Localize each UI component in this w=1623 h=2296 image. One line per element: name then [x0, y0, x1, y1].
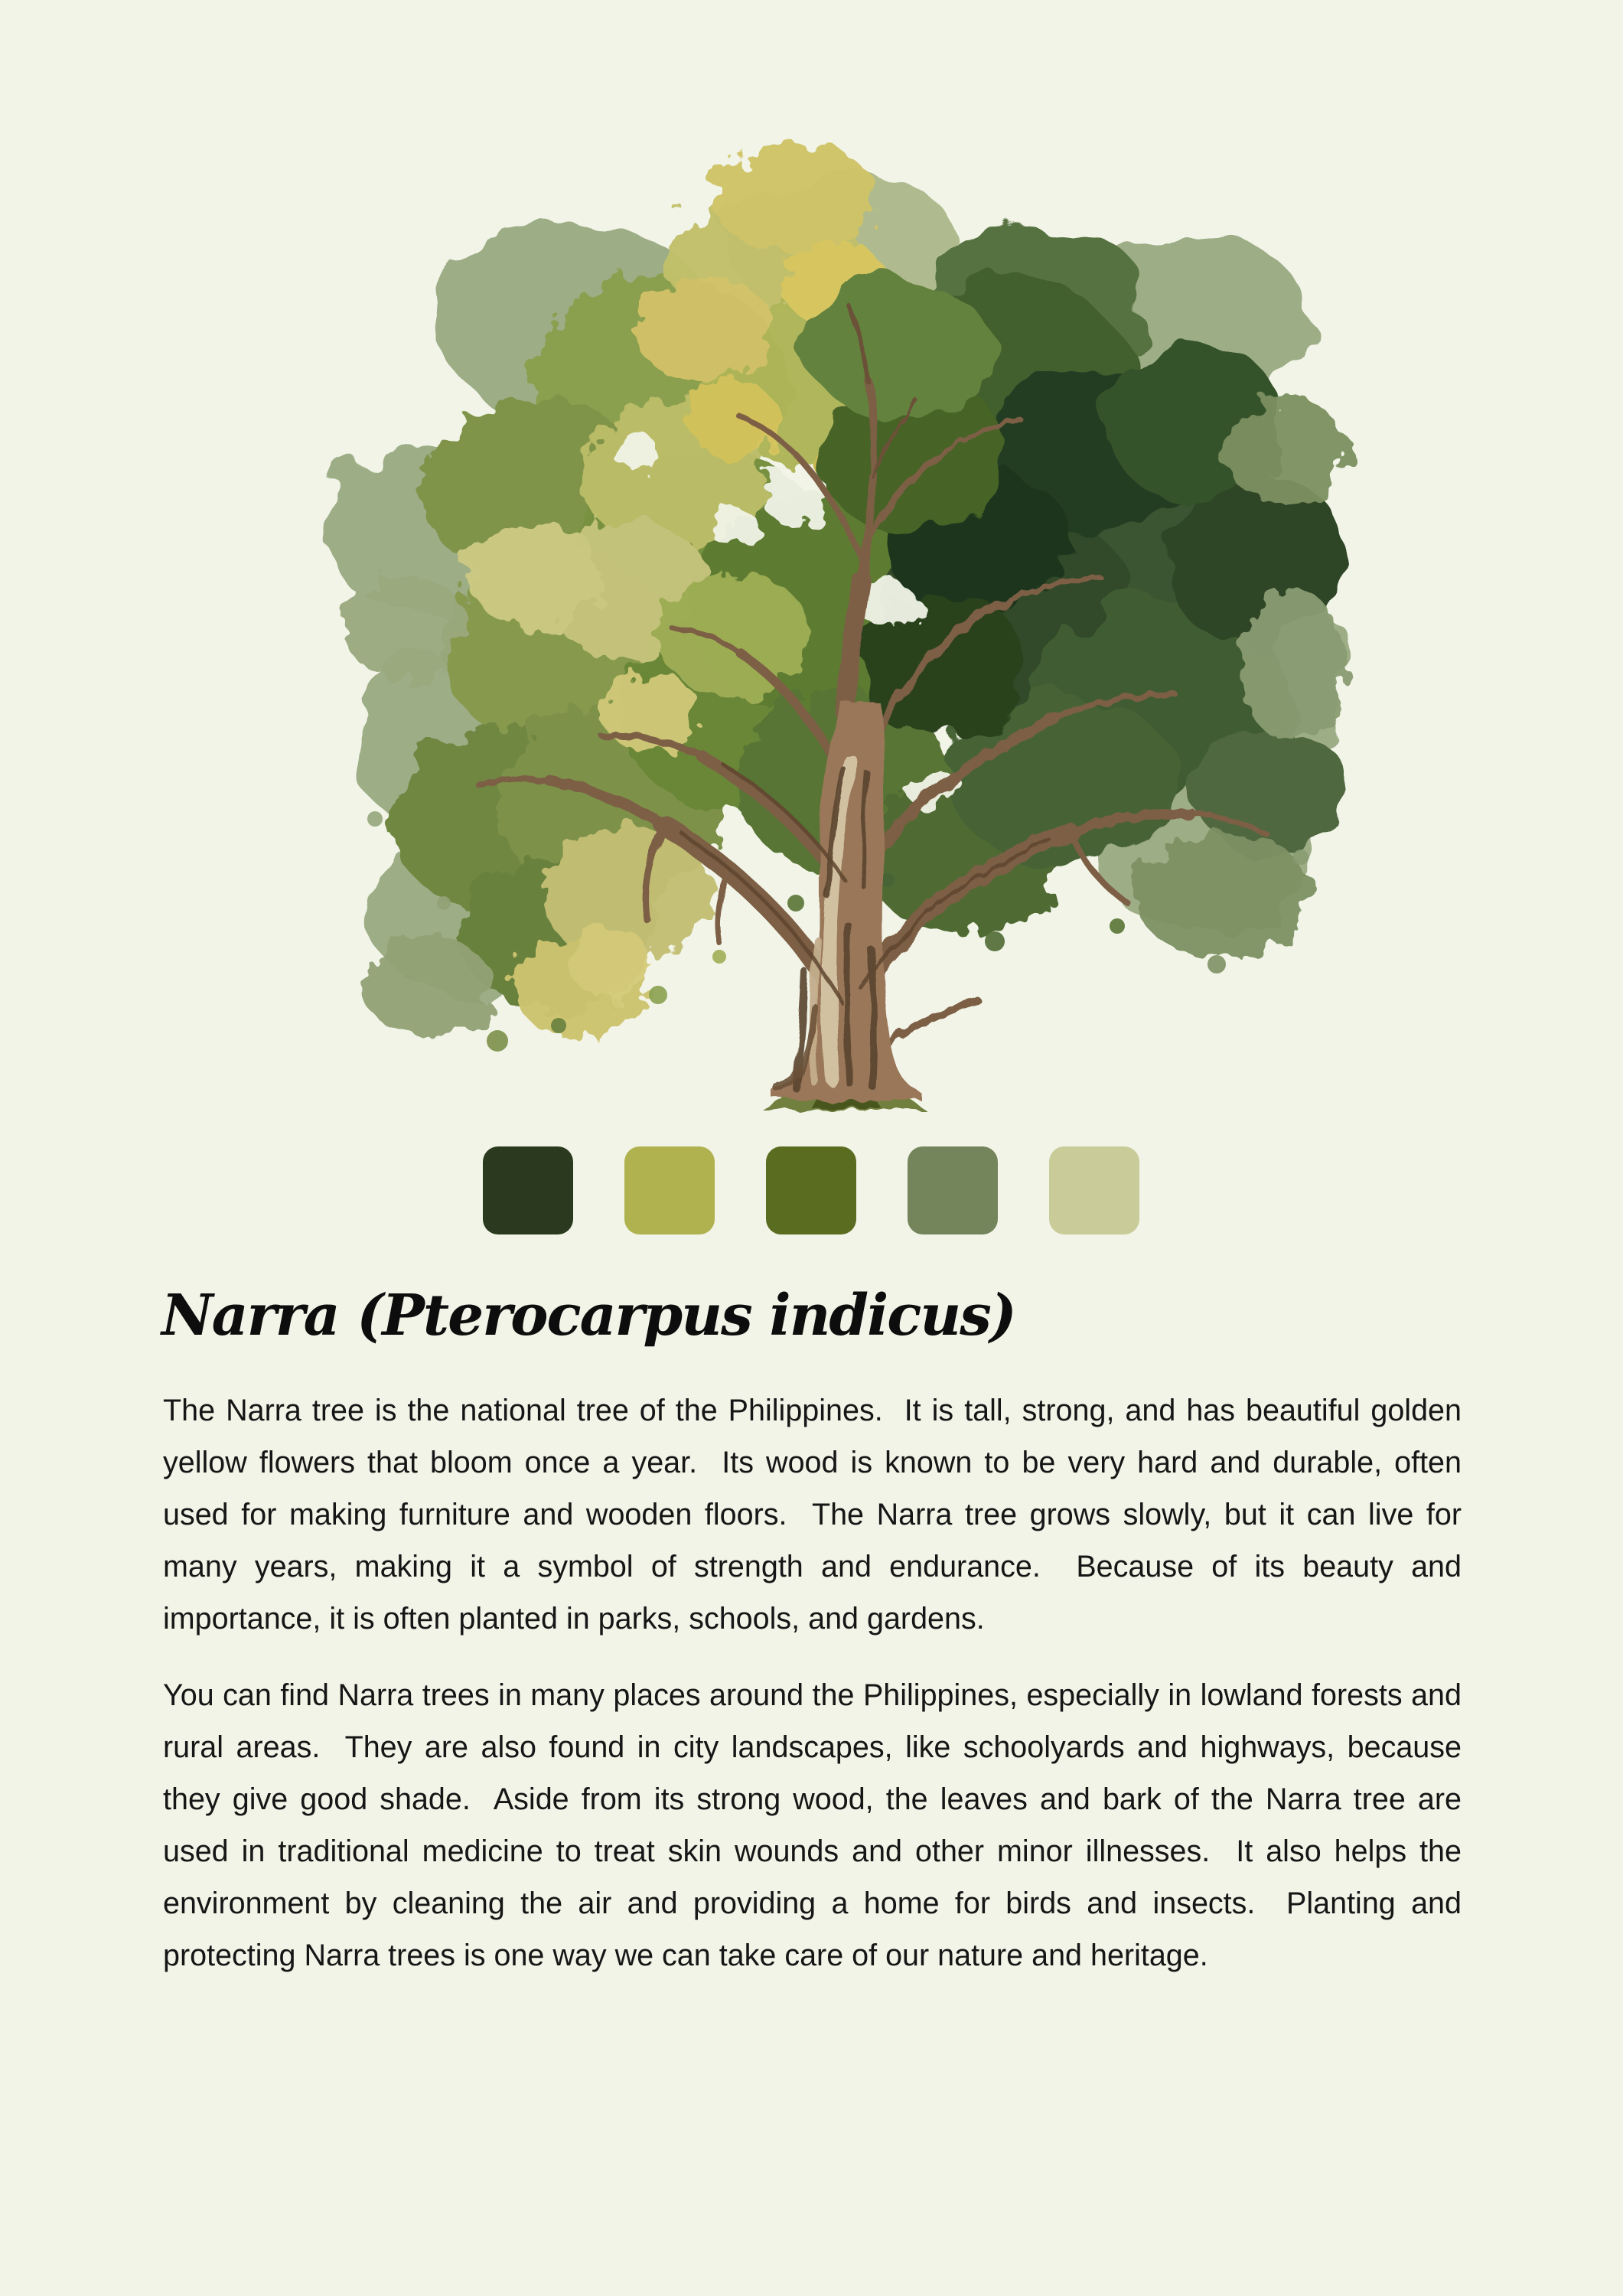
paragraph-about-narra: The Narra tree is the national tree of the Philippines. It is tall, strong, and has beautiful golden yellow flowers that bloom once a year. Its wood is known to be very hard and durable, often used for making furniture and wooden floors. The Narra tree grows slowly, but it can live for many years, making it a symbol of strength and endurance. Because of its beauty and importance, it is often planted in parks, schools, and gardens. — [163, 1394, 1470, 1636]
paragraph-where-found: You can find Narra trees in many places around the Philippines, especially in lowland forests and rural areas. They are also found in city landscapes, like schoolyards and highways, because they give good shade. Aside from its strong wood, the leaves and bark of the Narra tree are used in traditional medicine to treat skin wounds and other minor illnesses. It also helps the environment by cleaning the air and providing a home for birds and insects. Planting and protecting Narra trees is one way we can take care of our nature and heritage. — [163, 1678, 1470, 1972]
palette-swatch-deep-forest-green — [483, 1146, 573, 1234]
palette-swatch-sage-green — [908, 1146, 998, 1234]
palette-swatch-dark-olive-green — [766, 1146, 856, 1234]
palette-swatch-pale-sage-green — [1049, 1146, 1139, 1234]
article-body — [163, 1384, 1470, 1981]
palette-swatch-olive-yellow-green — [624, 1146, 715, 1234]
narra-tree-illustration — [306, 130, 1347, 1133]
tree-svg — [306, 130, 1347, 1133]
color-palette — [483, 1146, 1139, 1234]
page-title: Narra (Pterocarpus indicus) — [161, 1283, 1015, 1349]
